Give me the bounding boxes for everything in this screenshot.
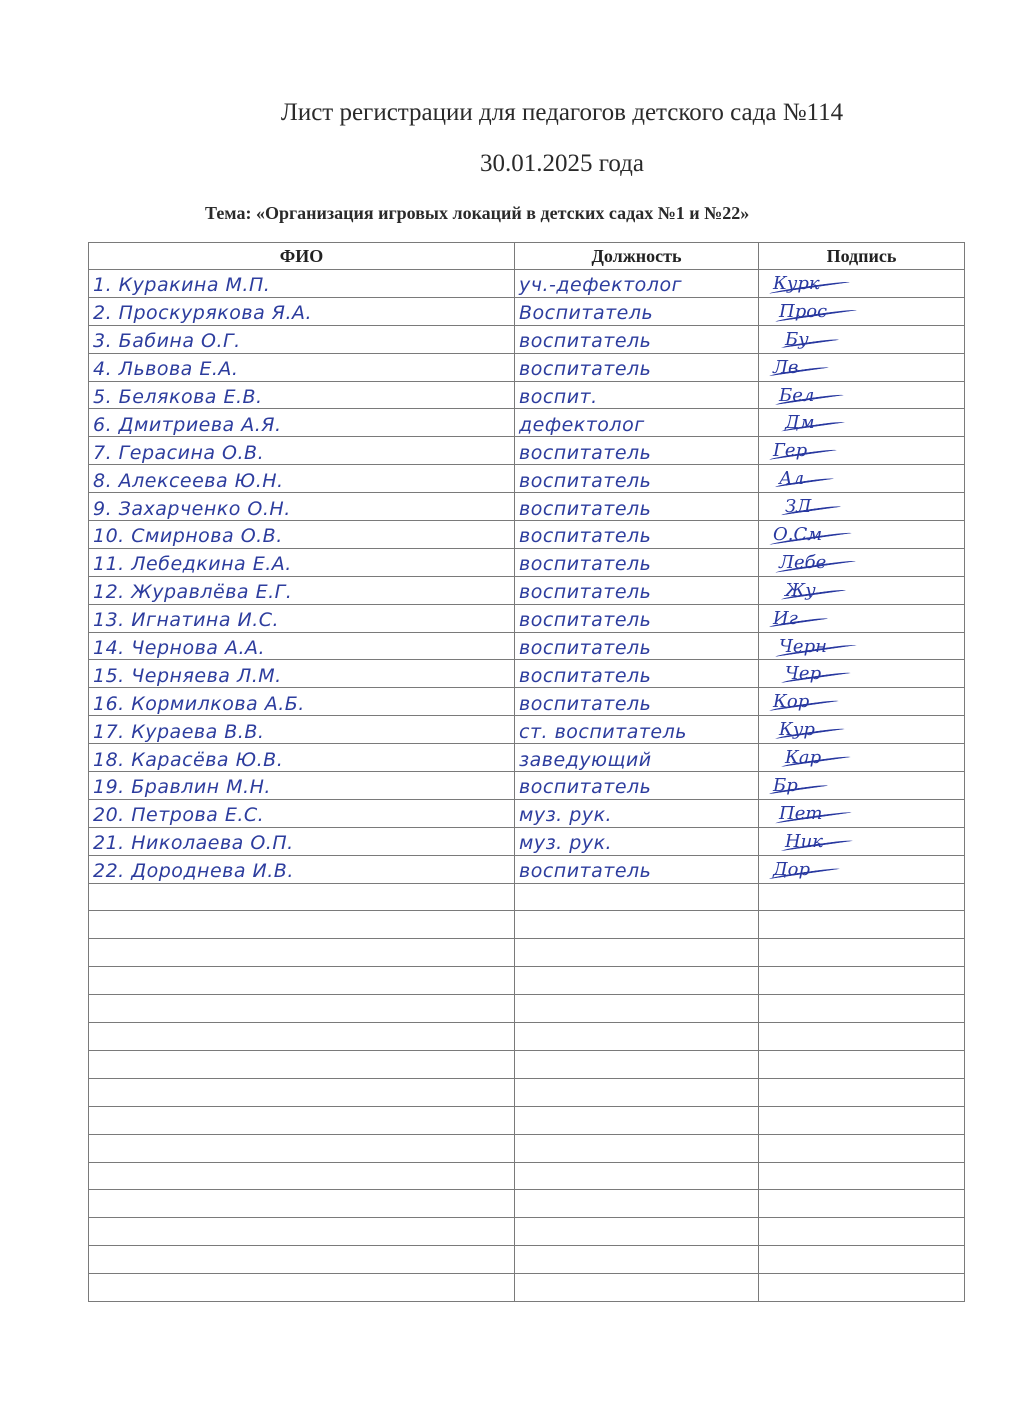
signature: Пет xyxy=(779,802,823,824)
table-row xyxy=(89,632,965,660)
name-text: 19. Бравлин М.Н. xyxy=(93,776,271,799)
name-text: 20. Петрова Е.С. xyxy=(93,804,265,827)
empty-cell xyxy=(759,1023,965,1051)
empty-row xyxy=(89,1078,965,1106)
table-row xyxy=(89,409,965,437)
empty-cell xyxy=(89,1106,515,1134)
name-cell xyxy=(89,409,515,437)
signature: Чер xyxy=(785,663,822,685)
name-text: 7. Герасина О.В. xyxy=(93,441,265,464)
signature-cell xyxy=(759,548,965,576)
empty-cell xyxy=(89,995,515,1023)
signature: Кар xyxy=(785,747,822,769)
empty-cell xyxy=(515,939,759,967)
position-text: воспитатель xyxy=(519,525,652,548)
name-cell xyxy=(89,353,515,381)
table-body xyxy=(89,270,965,1302)
empty-row xyxy=(89,995,965,1023)
signature-cell xyxy=(759,521,965,549)
signature-cell xyxy=(759,465,965,493)
name-text: 6. Дмитриева А.Я. xyxy=(93,413,282,436)
empty-cell xyxy=(759,1078,965,1106)
name-text: 14. Чернова А.А. xyxy=(93,637,266,660)
empty-cell xyxy=(89,939,515,967)
position-cell xyxy=(515,688,759,716)
position-text: воспитатель xyxy=(519,441,652,464)
empty-cell xyxy=(515,967,759,995)
name-cell xyxy=(89,799,515,827)
empty-cell xyxy=(759,1162,965,1190)
signature-cell xyxy=(759,409,965,437)
empty-cell xyxy=(759,1218,965,1246)
empty-row xyxy=(89,1246,965,1274)
table-row xyxy=(89,353,965,381)
signature: Курк xyxy=(773,272,820,294)
name-text: 21. Николаева О.П. xyxy=(93,832,294,855)
name-text: 11. Лебедкина Е.А. xyxy=(93,553,292,576)
position-text: муз. рук. xyxy=(519,832,613,855)
header-position: Должность xyxy=(515,243,759,270)
name-cell xyxy=(89,632,515,660)
signature-cell xyxy=(759,855,965,883)
empty-cell xyxy=(515,1106,759,1134)
empty-row xyxy=(89,1274,965,1302)
table-row xyxy=(89,297,965,325)
name-text: 15. Черняева Л.М. xyxy=(93,664,282,687)
table-row xyxy=(89,493,965,521)
signature-cell xyxy=(759,604,965,632)
empty-cell xyxy=(759,1190,965,1218)
position-cell xyxy=(515,521,759,549)
name-cell xyxy=(89,270,515,298)
table-header-row xyxy=(89,243,965,270)
empty-row xyxy=(89,1050,965,1078)
signature-cell xyxy=(759,576,965,604)
table-row xyxy=(89,437,965,465)
position-text: воспитатель xyxy=(519,692,652,715)
table-row xyxy=(89,716,965,744)
signature-cell xyxy=(759,688,965,716)
signature: Лв xyxy=(773,356,799,378)
position-text: воспитатель xyxy=(519,664,652,687)
empty-cell xyxy=(759,1274,965,1302)
signature: ЗЛ xyxy=(785,496,812,518)
empty-row xyxy=(89,939,965,967)
signature: Бу xyxy=(785,328,809,350)
signature: Черн xyxy=(779,635,827,657)
empty-cell xyxy=(89,1274,515,1302)
position-text: Воспитатель xyxy=(519,302,654,325)
header-signature: Подпись xyxy=(759,243,965,270)
empty-row xyxy=(89,1162,965,1190)
position-cell xyxy=(515,827,759,855)
name-text: 2. Проскурякова Я.А. xyxy=(93,302,313,325)
signature: Бр xyxy=(773,774,798,796)
name-cell xyxy=(89,576,515,604)
name-cell xyxy=(89,855,515,883)
position-cell xyxy=(515,716,759,744)
name-text: 13. Игнатина И.С. xyxy=(93,609,280,632)
name-text: 12. Журавлёва Е.Г. xyxy=(93,581,293,604)
position-text: муз. рук. xyxy=(519,804,613,827)
signature-cell xyxy=(759,772,965,800)
position-cell xyxy=(515,632,759,660)
table-row xyxy=(89,799,965,827)
empty-cell xyxy=(515,1023,759,1051)
signature: Прос xyxy=(779,300,828,322)
empty-row xyxy=(89,1106,965,1134)
signature: Гер xyxy=(773,440,808,462)
table-row xyxy=(89,827,965,855)
name-text: 18. Карасёва Ю.В. xyxy=(93,748,284,771)
position-text: ст. воспитатель xyxy=(519,720,687,743)
position-text: воспитатель xyxy=(519,553,652,576)
signature-cell xyxy=(759,632,965,660)
empty-cell xyxy=(89,911,515,939)
name-cell xyxy=(89,548,515,576)
position-text: воспитатель xyxy=(519,860,652,883)
name-cell xyxy=(89,297,515,325)
signature-cell xyxy=(759,437,965,465)
name-cell xyxy=(89,437,515,465)
name-cell xyxy=(89,521,515,549)
signature-cell xyxy=(759,660,965,688)
empty-cell xyxy=(515,995,759,1023)
name-text: 22. Дороднева И.В. xyxy=(93,860,294,883)
signature-cell xyxy=(759,270,965,298)
empty-row xyxy=(89,1190,965,1218)
signature: Дор xyxy=(773,858,810,880)
name-cell xyxy=(89,827,515,855)
name-cell xyxy=(89,688,515,716)
position-cell xyxy=(515,381,759,409)
position-text: воспитатель xyxy=(519,637,652,660)
name-cell xyxy=(89,465,515,493)
table-row xyxy=(89,521,965,549)
signature: Ник xyxy=(785,830,824,852)
empty-cell xyxy=(759,1134,965,1162)
position-cell xyxy=(515,772,759,800)
empty-cell xyxy=(515,1162,759,1190)
empty-cell xyxy=(89,1050,515,1078)
position-text: воспитатель xyxy=(519,581,652,604)
name-text: 9. Захарченко О.Н. xyxy=(93,497,291,520)
signature-cell xyxy=(759,353,965,381)
empty-row xyxy=(89,911,965,939)
position-cell xyxy=(515,660,759,688)
table-row xyxy=(89,660,965,688)
signature: Кур xyxy=(779,719,815,741)
signature-cell xyxy=(759,297,965,325)
position-text: уч.-дефектолог xyxy=(519,274,683,297)
position-text: воспитатель xyxy=(519,469,652,492)
position-cell xyxy=(515,744,759,772)
empty-cell xyxy=(89,967,515,995)
document-title: Лист регистрации для педагогов детского сада №114 xyxy=(280,99,844,126)
name-cell xyxy=(89,660,515,688)
position-cell xyxy=(515,409,759,437)
signature: Лебе xyxy=(779,551,827,573)
document-topic: Тема: «Организация игровых локаций в детских садах №1 и №22» xyxy=(205,203,750,223)
name-cell xyxy=(89,604,515,632)
position-text: воспит. xyxy=(519,386,598,408)
position-cell xyxy=(515,437,759,465)
empty-cell xyxy=(759,1106,965,1134)
signature: Иг xyxy=(773,607,798,629)
empty-cell xyxy=(759,883,965,911)
position-text: воспитатель xyxy=(519,330,652,353)
empty-cell xyxy=(89,883,515,911)
signature: Ал xyxy=(779,468,805,490)
name-cell xyxy=(89,325,515,353)
table-row xyxy=(89,270,965,298)
empty-cell xyxy=(89,1023,515,1051)
name-text: 10. Смирнова О.В. xyxy=(93,525,283,548)
signature-cell xyxy=(759,716,965,744)
empty-row xyxy=(89,883,965,911)
table-row xyxy=(89,548,965,576)
position-cell xyxy=(515,548,759,576)
signature-cell xyxy=(759,799,965,827)
empty-cell xyxy=(515,1218,759,1246)
table-row xyxy=(89,855,965,883)
name-cell xyxy=(89,716,515,744)
position-text: заведующий xyxy=(519,748,652,771)
table-row xyxy=(89,576,965,604)
empty-cell xyxy=(515,1078,759,1106)
empty-row xyxy=(89,1218,965,1246)
table-row xyxy=(89,604,965,632)
name-text: 3. Бабина О.Г. xyxy=(93,330,241,353)
table-row xyxy=(89,465,965,493)
empty-cell xyxy=(515,1050,759,1078)
position-cell xyxy=(515,297,759,325)
name-text: 4. Львова Е.А. xyxy=(93,358,239,381)
signature: Жу xyxy=(785,579,816,601)
name-text: 1. Куракина М.П. xyxy=(93,274,271,297)
empty-cell xyxy=(515,883,759,911)
signature: Бел xyxy=(779,384,815,406)
name-text: 17. Кураева В.В. xyxy=(93,720,265,743)
empty-cell xyxy=(89,1162,515,1190)
empty-row xyxy=(89,1134,965,1162)
name-cell xyxy=(89,493,515,521)
signature: Дм xyxy=(785,412,815,434)
name-cell xyxy=(89,744,515,772)
empty-cell xyxy=(759,995,965,1023)
position-text: воспитатель xyxy=(519,609,652,632)
signature-cell xyxy=(759,744,965,772)
table-row xyxy=(89,381,965,409)
name-cell xyxy=(89,772,515,800)
name-text: 5. Белякова Е.В. xyxy=(93,386,263,408)
empty-cell xyxy=(89,1190,515,1218)
signature-cell xyxy=(759,325,965,353)
position-cell xyxy=(515,325,759,353)
position-cell xyxy=(515,576,759,604)
table-row xyxy=(89,772,965,800)
registration-table xyxy=(88,242,965,1302)
empty-cell xyxy=(515,1134,759,1162)
name-text: 16. Кормилкова А.Б. xyxy=(93,692,305,715)
name-cell xyxy=(89,381,515,409)
position-cell xyxy=(515,270,759,298)
position-text: воспитатель xyxy=(519,358,652,381)
table-row xyxy=(89,744,965,772)
signature-cell xyxy=(759,493,965,521)
empty-cell xyxy=(759,1246,965,1274)
signature-cell xyxy=(759,827,965,855)
name-text: 8. Алексеева Ю.Н. xyxy=(93,469,284,492)
empty-cell xyxy=(759,1050,965,1078)
position-cell xyxy=(515,493,759,521)
document-date: 30.01.2025 года xyxy=(480,150,644,177)
signature-cell xyxy=(759,381,965,409)
signature: Кор xyxy=(773,691,810,713)
empty-row xyxy=(89,967,965,995)
signature: О.См xyxy=(773,523,823,545)
empty-cell xyxy=(89,1246,515,1274)
table-row xyxy=(89,688,965,716)
empty-cell xyxy=(759,967,965,995)
position-text: воспитатель xyxy=(519,776,652,799)
position-cell xyxy=(515,353,759,381)
empty-row xyxy=(89,1023,965,1051)
empty-cell xyxy=(759,911,965,939)
empty-cell xyxy=(515,1274,759,1302)
empty-cell xyxy=(89,1218,515,1246)
position-text: воспитатель xyxy=(519,497,652,520)
empty-cell xyxy=(759,939,965,967)
position-cell xyxy=(515,604,759,632)
empty-cell xyxy=(515,1190,759,1218)
position-cell xyxy=(515,465,759,493)
header-name: ФИО xyxy=(89,243,515,270)
position-cell xyxy=(515,799,759,827)
table-row xyxy=(89,325,965,353)
empty-cell xyxy=(89,1078,515,1106)
position-text: дефектолог xyxy=(519,413,645,436)
position-cell xyxy=(515,855,759,883)
empty-cell xyxy=(89,1134,515,1162)
empty-cell xyxy=(515,911,759,939)
empty-cell xyxy=(515,1246,759,1274)
